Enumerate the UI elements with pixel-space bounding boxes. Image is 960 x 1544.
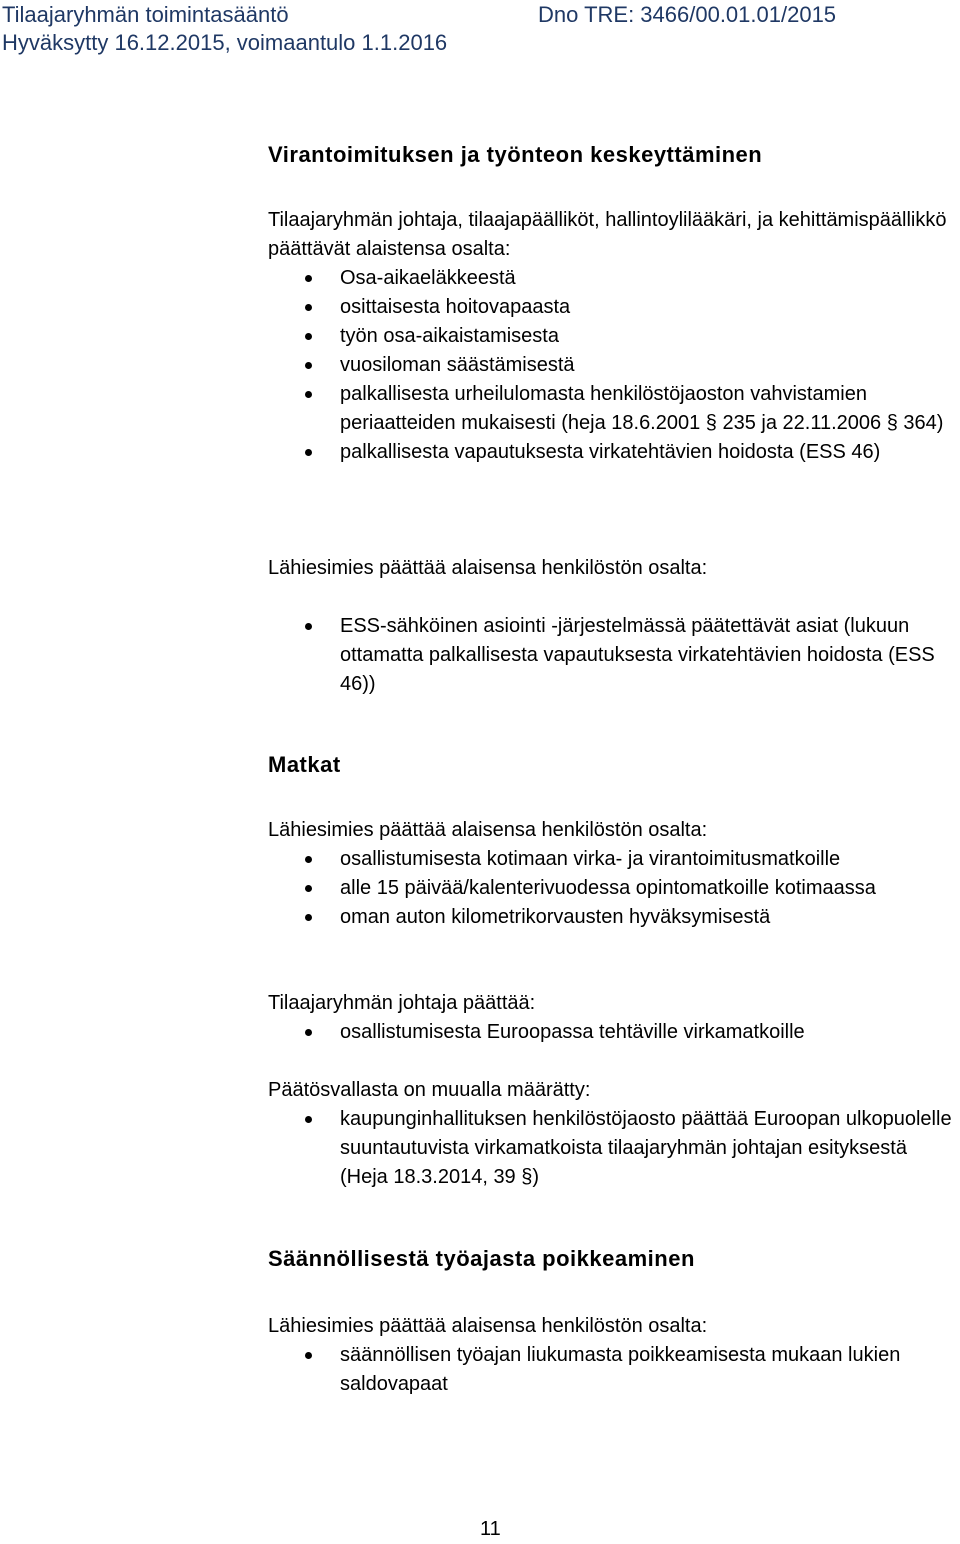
list-item: oman auton kilometrikorvausten hyväksymisestä [268,903,958,932]
section-intro-paragraph: Lähiesimies päättää alaisensa henkilöstön osalta: [268,557,708,579]
page-number: 11 [480,1518,501,1540]
section-heading-suspension: Virantoimituksen ja työnteon keskeyttäminen [268,142,763,167]
list-item: osallistumisesta kotimaan virka- ja virantoimitusmatkoille [268,845,958,874]
list-item: kaupunginhallituksen henkilöstöjaosto päättää Euroopan ulkopuolelle suuntautuvista virkamatkoista tilaajaryhmän johtajan esityksestä (Heja 18.3.2014, 39 §) [268,1105,958,1192]
bullet-list [268,1018,958,1047]
list-item: vuosiloman säästämisestä [268,351,958,380]
section-intro-paragraph: Lähiesimies päättää alaisensa henkilöstön osalta: [268,819,708,841]
section-intro-paragraph: Päätösvallasta on muualla määrätty: [268,1079,591,1101]
list-item: työn osa-aikaistamisesta [268,322,958,351]
bullet-list [268,612,958,699]
list-item: ESS-sähköinen asiointi -järjestelmässä päätettävät asiat (lukuun ottamatta palkallisesta vapautuksesta virkatehtävien hoidosta (ESS 46)) [268,612,958,699]
header-document-title: Tilaajaryhmän toimintasääntö [2,2,289,27]
list-item: Osa-aikaeläkkeestä [268,264,958,293]
header-approval-date: Hyväksytty 16.12.2015, voimaantulo 1.1.2016 [2,30,448,55]
bullet-list [268,1341,958,1399]
bullet-list [268,845,958,932]
section-intro-paragraph: Tilaajaryhmän johtaja päättää: [268,992,536,1014]
list-item: osallistumisesta Euroopassa tehtäville virkamatkoille [268,1018,958,1047]
section-intro-paragraph: Tilaajaryhmän johtaja, tilaajapäälliköt, hallintoylilääkäri, ja kehittämispäällikkö päättävät alaistensa osalta: [268,209,947,260]
list-item: säännöllisen työajan liukumasta poikkeamisesta mukaan lukien saldovapaat [268,1341,958,1399]
section-intro-paragraph: Lähiesimies päättää alaisensa henkilöstön osalta: [268,1315,708,1337]
list-item: palkallisesta vapautuksesta virkatehtävien hoidosta (ESS 46) [268,438,958,467]
section-heading-travel: Matkat [268,752,341,777]
bullet-list [268,1105,958,1192]
list-item: alle 15 päivää/kalenterivuodessa opintomatkoille kotimaassa [268,874,958,903]
header-document-number: Dno TRE: 3466/00.01.01/2015 [538,2,837,27]
list-item: osittaisesta hoitovapaasta [268,293,958,322]
list-item: palkallisesta urheilulomasta henkilöstöjaoston vahvistamien periaatteiden mukaisesti (heja 18.6.2001 § 235 ja 22.11.2006 § 364) [268,380,958,438]
bullet-list [268,264,958,467]
section-heading-working-hours: Säännöllisestä työajasta poikkeaminen [268,1246,695,1271]
